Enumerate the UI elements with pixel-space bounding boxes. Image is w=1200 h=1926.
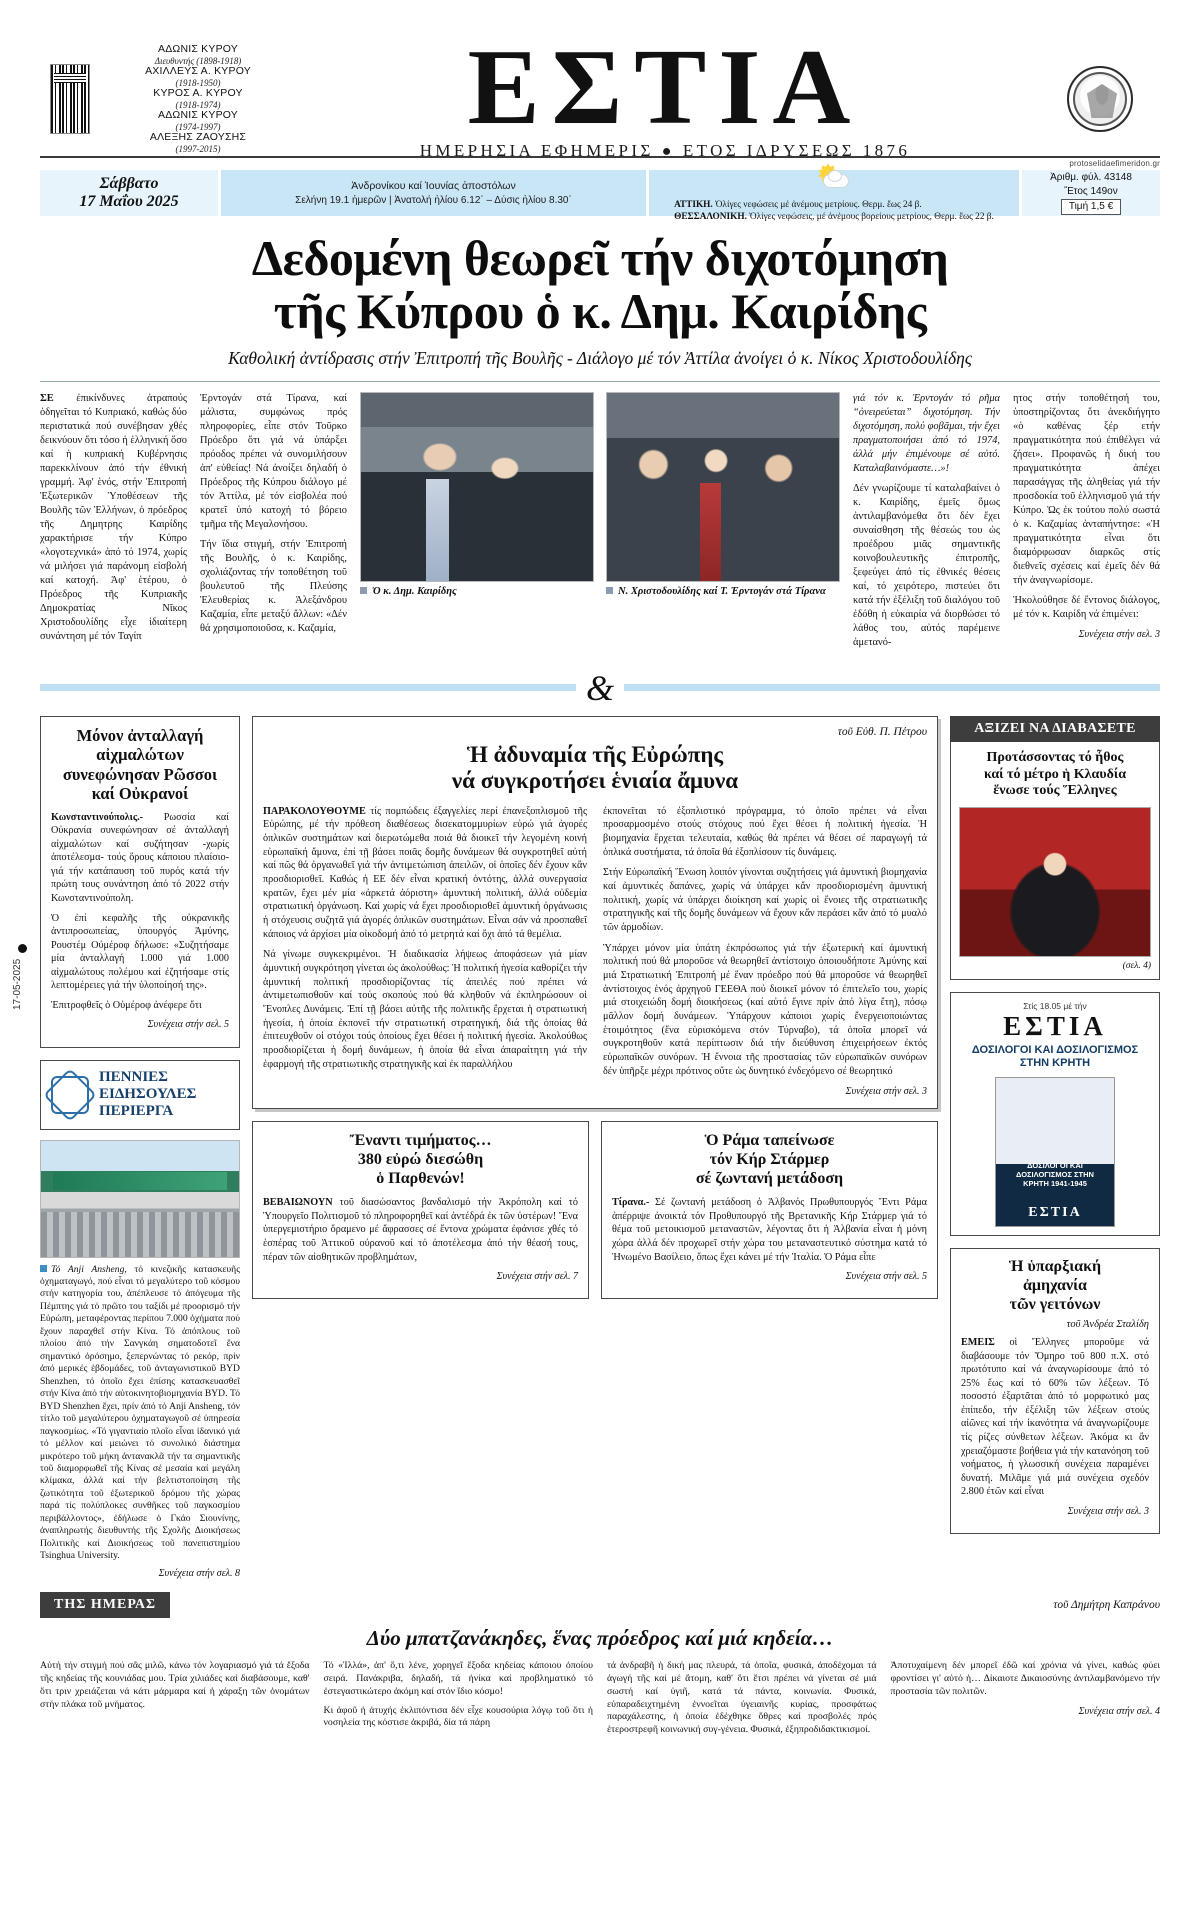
masthead [40,0,1160,161]
parthenon-text: τοῦ διασώσαντος βανδαλισμό τήν Ἀκρόπολη καί τό Ὑπουργεῖο Πολιτισμοῦ τό πληροφορηθεῖ καί ἀντέδρά ἐκ τῶν ὑστέρων! Ἕνα ὑπεργεμιστήριο ὅραμενο μέ ἄφρασσες σέ ἔντονα χρώματα ἐφάνισε χθές τό ἑσπέρας τοῦ Ἀττικοῦ οὐρανοῦ καί τό ἀποτέλεσμα ἀπό τήν θέασή τους, πέραν τῶν αἰσθητικῶν προβλημάτων, [263,1197,578,1263]
photo-caption-2 [606,586,840,597]
lead-column-4 [853,392,1000,656]
prisoners-continuation: Συνέχεια στήν σελ. 5 [147,1019,229,1031]
parthenon-headline-line: Ἔναντι τιμήματος… [349,1131,492,1149]
yparxiaki-headline-line: ἀμηχανία [1023,1277,1087,1295]
europe-p2: Νά γίνωμε συγκεκριμένοι. Ἡ διαδικασία λήψεως ἀποφάσεων γιά μίαν ἀμυντική συγκρότηση γίνεται ὡς ἀκολούθως: Ἡ πολιτική ἡγεσία καθορίζει τήν ἀμυντική πολιτική προσδιορίζοντας τίς ἀπειλές πού πρέπει νά ἀντιμετωπισθοῦν καί τούς σκοπούς πού θά κληθοῦν νά ἐκπληρώσουν οἱ Ἔνοπλες Δυνάμεις. Ἐπί τῇ βάσει αὐτῆς τῆς πολιτικῆς ἔρχεται ἡ στρατιωτική ἡγεσία, ἡ ὁποία ἐκπονεῖ τήν στρατιωτική στρατηγική, διά τῆς ὁποίας θά ἐπιτευχθοῦν οἱ στόχοι τούς ὁποίους ἔχει θέσει ἡ πολιτική ἡγεσία. Ἀκολούθως προσδιορίζεται ἡ δομή δυνάμεων, ἡ ὁποία θά εἶναι ἀπαραίτητη γιά τήν ἐφαρμογή τῆς στρατιωτικῆς στρατηγικῆς καί ἐκ παραλλήλου [263,949,587,1070]
lead-col2b-text: Τήν ἴδια στιγμή, στήν Ἐπιτροπή τῆς Βουλῆς, ὁ κ. Καιρίδης, σχολιάζοντας τήν τοποθέτηση τοῦ βουλευτοῦ τῆς Πλεύσης Ἐλευθερίας κ. Ἀλεξάνδρου Καζαμία, εἶπε μεταξύ ἄλλων: «Δέν θά χρησιμοποιοῦσα, κ. Καζαμία, [200,538,347,634]
info-bar [40,170,1160,222]
lead-article-grid [40,392,1160,656]
ship-caption-text: τό κινεζικῆς κατασκευῆς ὀχηματαγωγό, πού εἶναι τό μεγαλύτερο τοῦ κόσμου στήν κατηγορία του, ἀπέπλευσε τό ἀπόγευμα τῆς Πέμπτης γιά τό πρῶτο του ταξίδι μέ προορισμό τήν Εὐρώπη, μεταφέροντας περίπου 7.000 ὀχήματα πού ἔχουν παραχθεῖ στήν Κίνα. Τό ἀπόπλους τοῦ πλοίου ἀπό τήν Σανγκάη σηματοδοτεῖ ἕνα σημαντικό ὁρόσημο, ξεπερνώντας τό ρεκόρ, πρίν ἀπό μερικές ἑβδομάδες, τοῦ ἀνταγωνιστικοῦ BYD Shenzhen, τό ὁποῖο ἔχει ἐπίσης κατασκευασθεῖ στήν Κίνα ἀπό τήν αὐτοκινητοβιομηχανία BYD. Τό BYD Shenzhen ἔχει, πρίν ἀπό τό Anji Ansheng, τόν τίτλο τοῦ μεγαλύτερου ὀχηματαγωγοῦ σέ ὑπηρεσία παγκοσμίως. «Τό γιγαντιαίο πλοῖο εἶναι ἰδανικό γιά τό μέλλον καί μειώνει τό συνολικό διάστημα μικρότερο τοῦ μήκη ἀντανακλᾶ τήν τα σημαντικῆς τοῦ διαμορφωθεῖ τῆς Κίνας σέ μεσαία καί μεγάλη κλίμακα, ἀλλά καί τήν βελτιστοποίηση τῆς ζωτικότητα τοῦ ἐξωτερικοῦ δρόμου τῆς χώρας παρά τίς πολύπλοκες συνθῆκες τοῦ παγκοσμίου περιβάλλοντος», ἐδήλωσε ὁ Γκάο Σιουνίνης, ἀναπληρωτής διευθυντής τῆς Σχολῆς Διοικήσεως Πολιτικῆς καί Διοικήσεως τοῦ πανεπιστημίου Tsinghua University. [40,1263,241,1562]
yparxiaki-headline-line: τῶν γειτόνων [1009,1296,1101,1314]
parthenon-headline [263,1131,578,1189]
date-block [40,170,218,216]
pennies-continuation: Συνέχεια στήν σελ. 8 [158,1567,240,1579]
book-promo-small: Στίς 18.05 μέ τήν [1023,1001,1087,1012]
box-europe-defence [252,716,938,1109]
lead-column-1 [40,392,187,656]
prisoners-headline-line: αἰχμαλώτων [96,745,184,765]
sun-moon-info: Σελήνη 19.1 ἡμερῶν | Ἀνατολή ἡλίου 6.12΄ – Δύσις ἡλίου 8.30΄ [295,195,572,206]
box-yparxiaki [950,1248,1160,1534]
right-column [950,716,1160,1534]
imeras-p1: Αὐτή τήν στιγμή πού σᾶς μιλῶ, κάνω τόν λογαριασμό γιά τά ἔξοδα τῆς κηδείας τῆς κουνιάδας μου. Τρία χιλιάδες καί διαβάσουμε, καθ' ὅτι τριν χρειάζεται νά κάτι μάρμαρα καί ἡ χάραξη τῶν ὀνομάτων στήν πλάκα τοῦ μνήματος. [40,1659,310,1710]
divider-line-left [40,684,576,691]
separator-dot-icon: ● [661,143,675,161]
book-title-line: ΔΟΣΙΛΟΓΟΙ ΚΑΙ ΔΟΣΙΛΟΓΙΣΜΟΣ [971,1044,1139,1057]
axizei-title-line: ἕνωσε τούς Ἕλληνες [993,783,1117,799]
prisoners-headline-line: συνεφώνησαν Ρῶσσοι [62,764,218,784]
europe-dropcap: ΠΑΡΑΚΟΛΟΥΘΟΥΜΕ [263,805,366,817]
weather-desc: Ὀλίγες νεφώσεις, μέ ἀνέμους βορείους μετρίους, Θερμ. ἕως 22 β. [749,212,994,222]
photo-christodoulides-erdogan [606,392,840,582]
editor-name: ΑΛΕΞΗΣ ΖΑΟΥΣΗΣ [149,130,247,143]
caption-1-text: Ὁ κ. Δημ. Καιρίδης [372,586,457,597]
weather-row [674,200,994,212]
ship-caption-lead: Τό Anji Ansheng, [51,1263,127,1275]
lead-photos [360,392,840,656]
ampersand-divider [40,667,1160,708]
website-label: protoselidaefimeridon.gr [1069,159,1160,168]
weather-row [674,212,994,224]
yparxiaki-text: οἱ Ἕλληνες μποροῦμε νά διαβάσουμε τόν Ὅμηρο τοῦ 800 π.Χ. στό πρωτότυπο καί νά ἀναγνωρίσουμε ἀπό τό 25% ἕως καί τό 60% τῶν λέξεων. Τό ποσοστό ἐξαρτᾶται ἀπό τό μορφωτικό μας ἐπίπεδο, τήν ἐξέλιξη τῶν λέξεων στούς αἰῶνες καί τήν ἱκανότητα νά ἀναγνωρίζουμε τίς ρίζες σύνθετων λέξεων. Ἀκόμα κι ἄν χρειαζόμαστε βοήθεια γιά τήν κατανόηση τοῦ νοήματος, ἡ γλωσσική συνέχεια παραμένει δυνατή. Μιλᾶμε γιά μιά συνέχεια σχεδόν 2.800 ἐτῶν καί εἶναι [961,1337,1149,1498]
lead-continuation: Συνέχεια στήν σελ. 3 [1078,628,1160,640]
prisoners-p3: Ἐπιτροφθεῖς ὁ Οὐμέροφ ἀνέφερε ὅτι [51,999,202,1011]
editor-name: ΑΔΩΝΙΣ ΚΥΡΟΥ [157,43,239,56]
photo-block-1 [360,392,594,597]
parthenon-dropcap: ΒΕΒΑΙΩΝΟΥΝ [263,1197,333,1209]
box-parthenon [252,1121,589,1300]
section-tis-imeras [40,1592,1160,1738]
parthenon-headline-line: 380 εὐρώ διεσώθη [357,1150,484,1168]
middle-grid [40,716,1160,1580]
box-prisoners [40,716,240,1048]
lead-col2-text: Ἐρντογάν στά Τίρανα, καί μάλιστα, συμφώνως πρός πληροφορίες, εἶπε στόν Τοῦρκο Πρόεδρο ὅτι γιά νά ὑπάρξει πρόοδος πρέπει νά συνομιλήσουν ἀπ' εὐθείας! Νά ἀνοίξει δηλαδή ὁ Πρόεδρος τῆς Κύπρου διάλογο μέ τόν Ἀττίλα, μέ τόν εἰσβολέα πού κρατεῖ ὑπό κατοχή τό βόρειο τμῆμα τῆς Μεγαλονήσου. [200,393,347,530]
photo-block-2 [606,392,840,597]
ampersand-glyph: & [586,667,615,708]
lead-col5-text: ητος στήν τοποθέτησή του, ὑποστηρίζοντας ὅτι ἀνεκδιήγητο «ὁ καθένας ξέρ ετήν πραγματικότητα πού ἐπιθέλγει νά ζήσει». Προφανῶς ἡ δική του πραγματικότητα ἀπέχει παρασάγγας τῆς ἀληθείας γιά τήν προσδοκία τοῦ ἑλληνισμοῦ γιά τήν Κύπρο. Ὡς ἐκ τούτου πολύ σωστά ὁ κ. Καζαμίας ἀνταπήντησε: «Ἡ πραγματικότητα εἶναι ὅτι διαμόρφωσαν διαρκῶς στίς διεθνεῖς σχέσεις καί ἐμεῖς δέν θά τήν ἀναγνωρίσομε. [1013,393,1160,586]
divider-line-right [624,684,1160,691]
editor-years: (1918-1950) [175,78,221,89]
rama-headline-line: σέ ζωντανή μετάδοση [695,1170,844,1188]
editor-years: (1974-1997) [175,121,221,132]
rama-headline-line: τόν Κήρ Στάρμερ [709,1150,830,1168]
yparxiaki-continuation: Συνέχεια στήν σελ. 3 [1067,1505,1149,1517]
rama-text: Σέ ζωντανή μετάδοση ὁ Ἀλβανός Πρωθυπουργός Ἔντι Ράμα ἀπέρριψε ἀνοικτά τόν Προθυπουργό τῆς Βρετανικῆς Κήρ Στάρμερ γιά τό θέμα τοῦ μετοικισμοῦ μεταναστῶν, λέγοντας ὅτι ἡ Ἀλβανία εἶναι ἡ μόνη χώρα ἀλλά δέν προχωρεῖ στήν χώρα του μεταναστευτικό σύστημα κατά τό Ἡνωμένο Βασίλειο, ὅπως ἔχει κάνει μέ τήν Ἰταλία. Ὁ Ράμα εἶπε [612,1197,927,1263]
yparxiaki-headline-line: Ἡ ὑπαρξιακή [1008,1258,1102,1276]
title-block [290,27,1040,162]
parthenon-continuation: Συνέχεια στήν σελ. 7 [496,1271,578,1283]
editor-name: ΑΧΙΛΛΕΥΣ Α. ΚΥΡΟΥ [145,65,251,78]
headline-line-2: τῆς Κύπρου ὁ κ. Δημ. Καιρίδης [273,283,927,339]
flower-ornament-icon [51,1076,89,1114]
europe-p5: Ὑπάρχει μόνον μία ὑπάτη ἐκπρόσωπος γιά τήν ἐξωτερική καί ἀμυντική πολιτική πού θά μποροῦσε νά θεωρηθεῖ ἀντίστοιχο ὁποιουδήποτε Ἀμύνης καί μιά Στρατιωτική Ἐπιτροπή μέ ἕναν πρόεδρο πού θά μποροῦσε νά θεωρηθεῖ ἀντίστοιχος ἑνός ἀρχηγοῦ ΓΕΕΘΑ πού διοικεῖ μόνον τό ἐπιτελεῖο του, χωρίς μιά στοιχειώδη δομή διοικήσεως (καί αὐτό ἔγινε πρίν ἀπό λίγα ἔτη), πόσῳ μᾶλλον δομή δυνάμεων. Ὑπάρχουν κάποιοι χωρίς ἔνεργειοποιώντας ἑτοιμότητος (ἕνα εὑρισκόμενα στόν Τύρναβο), τά ὁποῖα μπορεῖ νά συγκροτηθοῦν κατά περίπτωσιν διά τήν διεύθυνση ἐπιχειρήσεων ἐκτός εὐρωπαϊκῶν συνόρων. Ἡ ἔννοια τῆς προστασίας τῶν εὐρωπαϊκῶν συνόρων δέν ὑπῆρξε μέχρι πρότινος οὔτε ὡς δυνητικό ἐνδεχόμενο σέ θεωρητικό [603,942,927,1077]
yparxiaki-body [961,1336,1149,1518]
left-bullet-marker [18,944,27,953]
center-column [252,716,938,1300]
caption-square-icon [360,587,367,594]
rama-headline-line: Ὁ Ράμα ταπείνωσε [704,1131,835,1149]
editor-years: Διευθυντής (1898-1918) [154,56,242,67]
imeras-headline: Δύο μπατζανάκηδες, ἕνας πρόεδρος καί μιά κηδεία… [366,1625,834,1650]
yparxiaki-dropcap: ΕΜΕΙΣ [961,1337,995,1349]
prisoners-headline-line: καί Οὐκρανοί [91,784,189,804]
prisoners-body [51,811,229,1032]
imeras-p3: Κι ἀφοῦ ἡ ἀτυχής ἐκλιπόντισα δέν εἶχε κουσούρια λόγῳ τοῦ ὅτι ἡ νοσηλεία της κόστισε ἀκριβά, δία τά πάρη [323,1704,593,1729]
imeras-bar [40,1592,1160,1618]
masthead-subtitle [290,141,1040,161]
rama-body [612,1196,927,1283]
subtitle-left: ΗΜΕΡΗΣΙΑ ΕΦΗΜΕΡΙΣ [419,141,654,161]
axizei-body [950,742,1160,980]
main-subheadline: Καθολική ἀντίδρασις στήν Ἐπιτροπή τῆς Βουλῆς - Διάλογο μέ τόν Ἀττίλα ἀνοίγει ὁ κ. Νίκος Χριστοδουλίδης [228,348,972,368]
left-column [40,716,240,1580]
imeras-continuation: Συνέχεια στήν σελ. 4 [1078,1705,1160,1717]
issue-number: Ἀριθμ. φύλ. 43148 [1050,172,1132,184]
price-badge: Τιμή 1,5 € [1061,199,1121,215]
weather-block [649,170,1019,222]
box-axizei [950,716,1160,980]
photo-ship-anji-ansheng [40,1140,240,1258]
weather-text [674,200,994,223]
editor-name: ΑΔΩΝΙΣ ΚΥΡΟΥ [157,108,239,121]
parthenon-body [263,1196,578,1283]
europe-byline: τοῦ Εὐθ. Π. Πέτρου [837,725,927,738]
imeras-body [40,1660,1160,1738]
prisoners-headline-line: Μόνον ἀνταλλαγή [76,725,204,745]
dual-boxes [252,1121,938,1300]
book-cover-title: ΔΟΣΙΛΟΓΟΙ ΚΑΙ ΔΟΣΙΛΟΓΙΣΜΟΣ ΣΤΗΝ ΚΡΗΤΗ 1941-1945 [1016,1161,1094,1189]
lead-col5b-text: Ἡκολούθησε δέ ἔντονος διάλογος, μέ τόν κ. Καιρίδη νά ἐπιμένει: [1013,594,1160,620]
caption-square-icon [40,1265,47,1272]
europe-continuation: Συνέχεια στήν σελ. 3 [845,1086,927,1098]
axizei-title-line: Προτάσσοντας τό ἦθος [986,749,1124,765]
vertical-date: 17-05-2025 [12,958,23,1010]
imeras-p4: τά ἀνδραβῆ ἡ δική μας πλευρά, τά ὁποῖα, φυσικά, ἀποδέχομαι τά ἀγωγή τῆς καί μέ ἄτομη, καθ' ὅτι ἔτσι πρέπει νά γίνεται σέ μιά σωστή καί ὑγιῆ, κατά τά πάντα, κοινωνία. Φυσικά, εὐπαραδειχτημένη ἐννοεῖται ὑγειαινῆς κυρίας, προσφάτως παραχάλεστης, ἡ ὁποία ἐδέχθηκε ὅθρες καί προσβολές πρός ἑτεροστρεφῆ κοινωνική συγ-γένεια. Φυσικά, ἐξηπροδιδακτικισμοί. [607,1659,877,1736]
rama-dateline: Τίρανα.- [612,1197,650,1209]
lead-column-2 [200,392,347,656]
issue-block [1022,170,1160,216]
pennies-title-line: ΠΕΝΝΙΕΣ [99,1068,168,1085]
prisoners-dateline: Κωνσταντινούπολις.- [51,811,144,823]
axizei-title [959,750,1151,800]
issue-year: Ἔτος 149ον [1064,185,1118,197]
axizei-title-line: καί τό μέτρο ἡ Κλαυδία [983,766,1127,782]
photo-klavdia [959,807,1151,957]
europe-p4: Στήν Εὐρωπαϊκή Ἕνωση λοιπόν γίνονται συζητήσεις γιά ἀμυντική βιομηχανία καί ἀμυντικές δαπάνες, χωρίς νά ὑπάρχει κἄν προσδιορισμένη ἀμυντική πολιτική, χωρίς νά ὑπάρχει διοίκηση καί χωρίς οἱ ἔνοιες τῆς στρατιωτικῆς στρατηγικῆς καί τῆς δομῆς δυνάμεων νά ἔχουν κἄν περάσει κἄν ἀπό τό μυαλό τῶν ἁρμοδίων. [603,867,927,933]
pennies-title [99,1069,196,1121]
box-pennies-header [40,1060,240,1130]
europe-headline [263,742,927,795]
europe-headline-line: Ἡ ἀδυναμία τῆς Εὐρώπης [466,741,724,767]
saints-names: Ἀνδρονίκου καί Ἰουνίας ἀποστόλων [351,180,516,192]
book-cover-brand: ΕΣΤΙΑ [1028,1205,1082,1221]
photo-kairidis [360,392,594,582]
weather-city: ΘΕΣΣΑΛΟΝΙΚΗ. [674,212,747,222]
imeras-p2: Τό «Ἰλλά», ἀπ' ὅ,τι λένε, χορηγεῖ ἕξοδα κηδείας κάποιου ὁποίου σειρά. Πανάκριβα, δηλαδή, τά ἡνίκα καί προβληματικό τό ἐστεγαστικώτερο ἀκόμη καί στόν ἴδιο κόσμο! [323,1659,593,1697]
weather-city: ΑΤΤΙΚΗ. [674,200,713,211]
caption-square-icon [606,587,613,594]
box-book-promo [950,992,1160,1236]
europe-p3: ἐκπονεῖται τό ἐξοπλιστικό πρόγραμμα, τό ὁποῖο πρέπει νά εἶναι προσαρμοσμένο στούς στόχους πού ἔχει θέσει ἡ πολιτική ἡγεσία. Ἡ βιομηχανία ἔρχεται τελευταία, καθώς θά πρέπει νά θέσει σέ παραγωγή τά ὁπλικά συστήματα, τά ὁποῖα θά ἐξοπλίσουν τίς δυνάμεις. [603,805,927,858]
ship-caption [40,1264,240,1580]
lead-col1-text: ἐπικίνδυνες ἀτραπούς ὁδηγεῖται τό Κυπριακό, καθώς δύο περιστατικά πού συνέβησαν χθές δεικνύουν ὅτι τόσο ἡ ἑλληνική ὅσο καί ἡ κυπριακή Κυβέρνησις παρεκκλίνουν ἀπό τήν ἐθνική γραμμή. Ἀφ' ἑνός, στήν Ἐπιτροπή Ἐξωτερικῶν Ὑποθέσεων τῆς Βουλῆς τῶν Ἑλλήνων, ὁ πρόεδρος τῆς Δημητρης Καιρίδης χαρακτήρισε τήν Κύπρο «λογοτεχνικά» ἀπό τό 1974, χωρίς νά μιλήσει γιά παράνομη εἰσβολή καί κατοχή. Ἀφ' ἑτέρου, ὁ Πρόεδρος τῆς Κυπριακῆς Δημοκρατίας Νῖκος Χριστοδουλίδης εἶχε ἰδιαίτερη συνάντηση μέ τόν Ταγίπ [40,393,187,642]
axizei-header: ΑΞΙΖΕΙ ΝΑ ΔΙΑΒΑΣΕΤΕ [950,716,1160,742]
rama-headline [612,1131,927,1189]
barcode-icon [50,64,90,134]
axizei-page-ref: (σελ. 4) [1122,961,1151,972]
prisoners-p1: Ρωσσία καί Οὐκρανία συνεφώνησαν σέ ἀνταλλαγή αἰχμαλώτων καί συζήτησαν -χωρίς ἀποτέλεσμα- τούς ὅρους κάποιου πλαίσιο- γιά τήν κατάπαυση τοῦ πυρός κατά τήν πρώτη τους συνάντηση ἀπό τό 2022 στήν Κωνσταντινούπολη. [51,811,229,904]
yparxiaki-headline [961,1258,1149,1315]
lead-col4b-text: Δέν γνωρίζουμε τί καταλαβαίνει ὁ κ. Καιρίδης, ἐμεῖς ὅμως ἀντιλαμβανόμεθα ὅτι δέν ἔχει συναίσθηση τῆς θέσεώς του ὡς προέδρου μιᾶς σημαντικῆς κοινοβουλευτικῆς ἐπιτροπῆς, ξεφεύγει ἀπό τίς ἐθνικές θέσεις καί, τό χειρότερο, πιστεύει ὅτι κατά τήν ἐξέλιξη τοῦ διαλόγου τοῦ ἐδόθη ἡ εὐκαιρία νά διορθώσει τό λάθος του, αὐτός παρέμεινε ἀμετανό- [853,482,1000,648]
editor-name: ΚΥΡΟΣ Α. ΚΥΡΟΥ [153,87,243,100]
editors-list [100,44,290,153]
book-promo-title [959,1044,1151,1070]
imeras-tag: ΤΗΣ ΗΜΕΡΑΣ [40,1592,170,1618]
rama-continuation: Συνέχεια στήν σελ. 5 [845,1271,927,1283]
book-promo-brand: ΕΣΤΙΑ [1003,1011,1107,1042]
headline-line-1: Δεδομένη θεωρεῖ τήν διχοτόμηση [251,230,949,286]
europe-p1: τίς πομπώδεις ἐξαγγελίες περί ἐπανεξοπλισμοῦ τῆς Εὐρώπης, μέ τήν πρόθεση διαθέσεως δισεκατομμυρίων εὐρώ γιά ἀγορές ὁπλικῶν συστημάτων καί διερωτώμεθα ποιά θά διοικεῖ τήν λεγομένη κοινή εὐρωπαϊκή ἄμυνα, ἐπί τῇ βάσει ποιᾶς δομῆς δυνάμεων θά συγκροτηθεῖ αὐτή καί πῶς θά ὀργανωθεῖ γιά τήν ἀντιμετώπιση ἀπειλῶν, οἱ ὁποῖες δέν ἔχουν κἄν προσδιορισθεῖ. Καθώς ἡ ΕΕ δέν εἶναι κρατική ὀντότης, ἀλλά συνεργασία κρατῶν, ἔχει μέν μία «ἀρκετά ἀόριστη» ἀμυντική πολιτική, ἀλλά οὐδεμία στρατιωτική ὀργάνωση. Καί χωρίς νά ἔχει προσδιορισθεῖ ἀμυντική ὀργάνωσις ἡ στόχευσις συζητᾶ γιά ἀγορές ὁπλικῶν συστημάτων. Εἶναι σάν νά προσπαθεῖ κάποιος νά ἀρχίσει μία οἰκοδομή ἀπό τό μετρητά καί ὄχι ἀπό τά θεμέλια. [263,805,587,940]
imeras-byline: τοῦ Δημήτρη Καπράνου [1053,1598,1160,1611]
sun-cloud-icon [816,162,852,194]
seal-container [1040,66,1160,132]
editor-years: (1997-2015) [175,143,221,154]
lead-dropcap: ΣΕ [40,393,54,404]
weather-desc: Ὀλίγες νεφώσεις μέ ἀνέμους μετρίους. Θερμ. ἕως 24 β. [715,200,922,211]
parthenon-headline-line: ὁ Παρθενών! [376,1170,465,1188]
caption-2-text: Ν. Χριστοδουλίδης καί Τ. Ἐρντογάν στά Τίρανα [618,586,826,597]
book-title-line: ΣΤΗΝ ΚΡΗΤΗ [1019,1057,1091,1070]
subtitle-right: ΕΤΟΣ ΙΔΡΥΣΕΩΣ 1876 [682,141,911,161]
barcode-container [40,64,100,134]
book-cover-image [995,1077,1115,1227]
weekday: Σάββατο [99,175,159,192]
prisoners-p2: Ὁ ἐπί κεφαλῆς τῆς οὐκρανικῆς ἀντιπροσωπείας, ὑπουργός Ἀμύνης, Ρουστέμ Οὐμέροφ δήλωσε: «Συζητήσαμε μία ἀνταλλαγή 1.000 γιά 1.000 αἰχμαλώτους πολέμου καί ἐζητήσαμε στίς λεπτομέρειες γιά τήν ὑλοποίησή της». [51,912,229,992]
newspaper-title: ΕΣΤΙΑ [467,27,863,147]
imeras-p5: Ἀποτυχαίμενη δέν μπορεῖ ἐδῶ καί χρόνια νά γίνει, καθώς φύει φροντίσει γι' αὐτό ἡ… Δίκαιοτε Δικαιοσύνης ἀντιλαμβανόμενο τήν προστασία τῶν πολιτῶν. [890,1659,1160,1697]
pennies-title-line: ΕΙΔΗΣΟΥΛΕΣ [99,1086,197,1103]
main-headline [40,232,1160,338]
prisoners-headline [51,726,229,804]
lead-col4-text: γιά τόν κ. Ἐρντογάν τό ρῆμα “ὀνειρεύεται” διχοτόμηση. Τήν διχοτόμηση, πολύ φοβᾶμαι, τήν ἔχει πραγματοποιήσει ἀπό τό 1974, ἀλλά μήν ἐπιμένουμε σέ αὐτό. Καταλαβαινόμαστε…»! [853,393,1000,474]
headline-divider [40,381,1160,382]
owl-seal-icon [1067,66,1133,132]
lead-column-5 [1013,392,1160,656]
editor-years: (1918-1974) [175,99,221,110]
date: 17 Μαΐου 2025 [79,193,179,210]
europe-headline-line: νά συγκροτήσει ἑνιαία ἄμυνα [451,768,739,794]
yparxiaki-byline: τοῦ Ἀνδρέα Σταλίδη [1066,1319,1149,1331]
pennies-title-line: ΠΕΡΙΕΡΓΑ [99,1103,174,1120]
europe-body [263,805,927,1099]
box-rama [601,1121,938,1300]
saints-block [221,170,646,216]
photo-caption-1 [360,586,594,597]
